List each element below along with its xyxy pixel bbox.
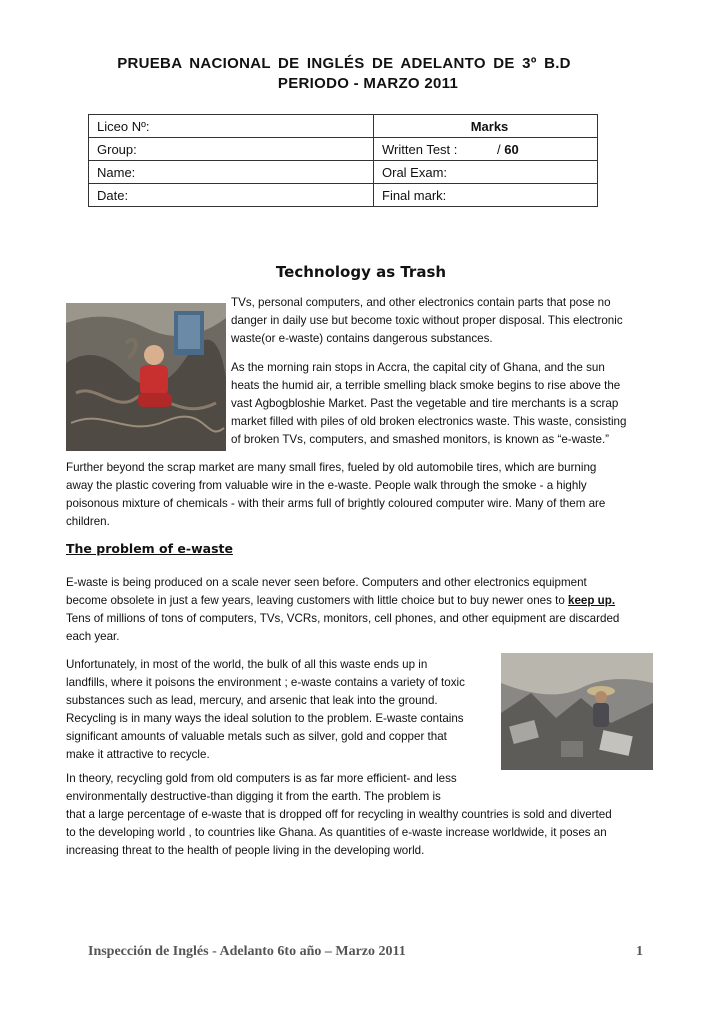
page-number: 1 [636, 944, 643, 959]
exam-title: PRUEBA NACIONAL DE INGLÉS DE ADELANTO DE 3º B.D [117, 55, 571, 72]
written-test-score: / 60 [497, 141, 519, 157]
page-footer: Inspección de Inglés - Adelanto 6to año – Marzo 2011 [88, 944, 406, 959]
fires-paragraph: Further beyond the scrap market are many small fires, fueled by old automobile tires, which are burning away the plastic covering from valuable wire in the e-waste. People walk through the smoke - a highly poisonous mixture of chemicals - with their arms full of brightly coloured computer wire. Many of them are children. [66, 461, 606, 528]
ewaste-production-paragraph: E-waste is being produced on a scale never seen before. Computers and other electronics equipment become obsolete in just a few years, leaving customers with little choice but to buy newer ones to keep up. Tens of millions of tons of computers, TVs, VCRs, monitors, cell phones, and other equipment are discarded each year. [66, 576, 620, 643]
landfill-paragraph: Unfortunately, in most of the world, the bulk of all this waste ends up in landfills, where it poisons the environment ; e-waste contains a variety of toxic substances such as lead, mercury, and arsenic that leak into the ground. Recycling is in many ways the ideal solution to the problem. E-waste contains significant amounts of valuable metals such as silver, gold and copper that make it attractive to recycle. [66, 658, 465, 761]
date-field: Date: [89, 184, 374, 207]
oral-exam-field: Oral Exam: [374, 161, 598, 184]
group-field: Group: [89, 138, 374, 161]
marks-heading: Marks [374, 115, 598, 138]
article-title: Technology as Trash [275, 263, 447, 281]
table-row [89, 115, 598, 138]
section-heading: The problem of e-waste [66, 541, 233, 556]
table-row [89, 184, 598, 207]
name-field: Name: [89, 161, 374, 184]
exam-period: PERIODO - MARZO 2011 [277, 75, 459, 92]
written-test-label: Written Test : [382, 141, 458, 157]
student-info-table [88, 114, 598, 207]
keyword-keep-up: keep up. [568, 594, 616, 607]
intro-paragraph: TVs, personal computers, and other electronics contain parts that pose no danger in daily use but become toxic without proper disposal. This electronic waste(or e-waste) contains dangerous substances. [231, 296, 623, 345]
table-row [89, 161, 598, 184]
written-test-field [374, 138, 598, 161]
table-row [89, 138, 598, 161]
liceo-field: Liceo Nº: [89, 115, 374, 138]
child-ewaste-photo [66, 303, 226, 451]
accra-paragraph: As the morning rain stops in Accra, the capital city of Ghana, and the sun heats the humid air, a terrible smelling black smoke begins to rise above the vast Agbogbloshie Market. Past the vegetable and tire merchants is a scrap market filled with piles of old broken electronics waste. This waste, consisting of broken TVs, computers, and smashed monitors, is known as “e-waste.” [231, 361, 627, 446]
final-mark-field: Final mark: [374, 184, 598, 207]
recycling-paragraph: In theory, recycling gold from old computers is as far more efficient- and less environmentally destructive-than digging it from the earth. The problem is that a large percentage of e-waste that is dropped off for recycling in wealthy countries is sold and diverted to the developing world , to countries like Ghana. As quantities of e-waste increase worldwide, it poses an increasing threat to the health of people living in the developing world. [66, 772, 612, 857]
ewaste-pile-photo [501, 653, 653, 770]
